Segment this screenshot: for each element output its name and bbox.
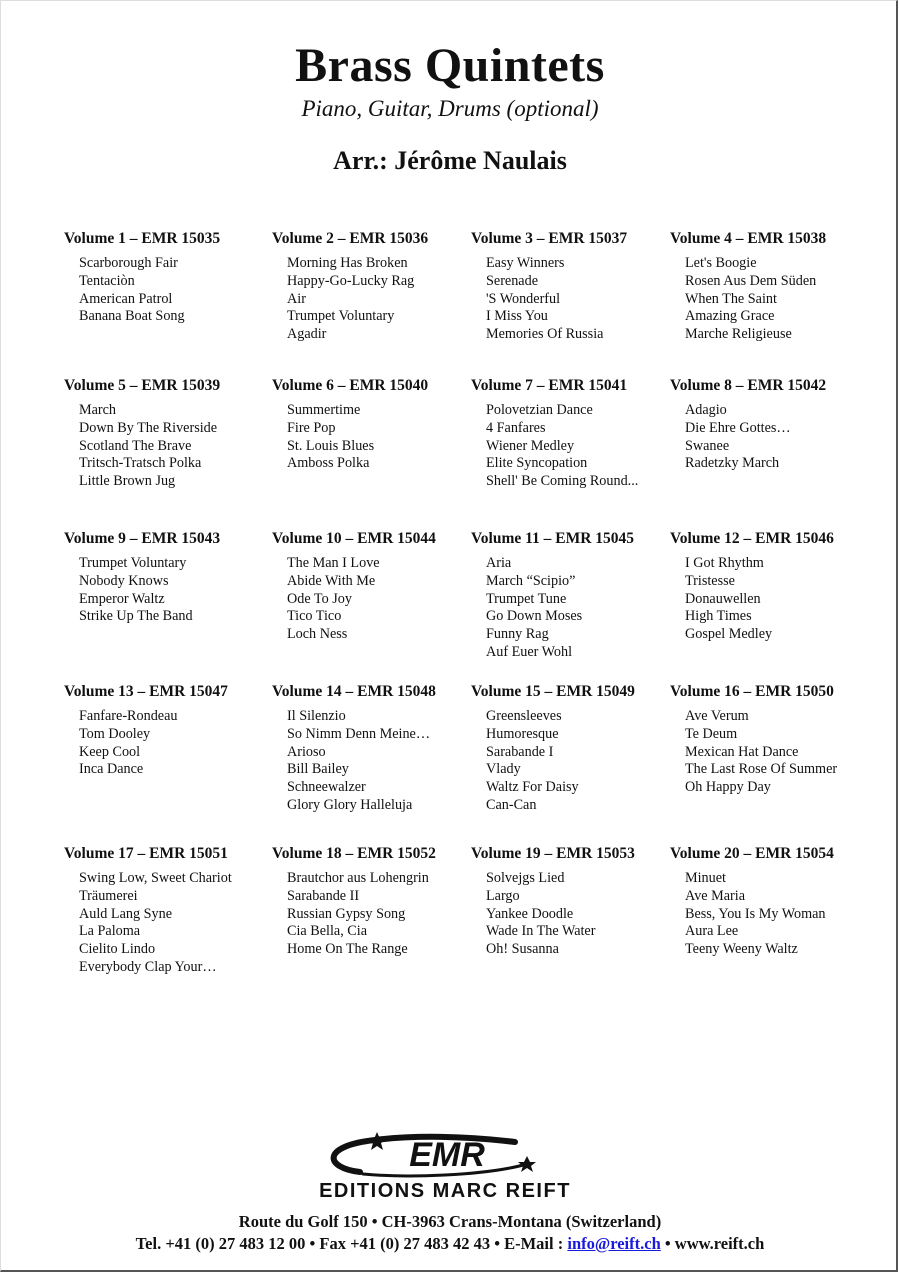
- track-title: Te Deum: [685, 725, 738, 742]
- track-title: Little Brown Jug: [79, 473, 176, 490]
- track-title: Tentaciòn: [79, 272, 135, 289]
- track-title: Agadir: [287, 326, 327, 343]
- track-title: Aura Lee: [685, 923, 739, 940]
- track-title: Easy Winners: [486, 255, 565, 271]
- volume-block: [64, 845, 264, 977]
- emr-logo-icon: [265, 1128, 625, 1180]
- track-title: Largo: [486, 887, 520, 904]
- volume-heading: Volume 13 – EMR 15047: [64, 683, 228, 700]
- track-title: Teeny Weeny Waltz: [685, 941, 798, 958]
- volume-block: [64, 377, 264, 491]
- track-title: Cia Bella, Cia: [287, 923, 367, 940]
- track-title: Scarborough Fair: [79, 255, 178, 271]
- track-title: Russian Gypsy Song: [287, 905, 406, 922]
- track-title: Funny Rag: [486, 626, 549, 643]
- track-title: Oh Happy Day: [685, 779, 771, 796]
- track-title: The Last Rose Of Summer: [685, 761, 838, 778]
- volume-track-list: [272, 870, 472, 959]
- track-title: Ave Maria: [685, 887, 746, 904]
- track-title: Mexican Hat Dance: [685, 743, 799, 760]
- track-title: Polovetzian Dance: [486, 402, 593, 418]
- track-title: Morning Has Broken: [287, 255, 408, 271]
- volume-track-list: [670, 555, 870, 644]
- track-title: Il Silenzio: [287, 708, 346, 724]
- volume-heading: Volume 20 – EMR 15054: [670, 845, 834, 862]
- track-title: Auf Euer Wohl: [486, 643, 573, 660]
- track-title: Träumerei: [79, 887, 138, 904]
- volume-track-list: [272, 255, 472, 344]
- volume-block: [471, 845, 671, 959]
- track-title: Loch Ness: [287, 626, 348, 643]
- track-title: Adagio: [685, 402, 727, 418]
- publisher-contact: [0, 1234, 900, 1254]
- contact-phone-fax: Tel. +41 (0) 27 483 12 00 • Fax +41 (0) 27 483 42 43 • E-Mail :: [135, 1234, 568, 1253]
- volume-track-list: [272, 402, 472, 473]
- track-title: Glory Glory Halleluja: [287, 796, 413, 813]
- page-subtitle: Piano, Guitar, Drums (optional): [301, 96, 599, 121]
- volume-block: [670, 230, 870, 344]
- track-title: La Paloma: [79, 923, 141, 940]
- track-title: American Patrol: [79, 290, 173, 307]
- track-title: Vlady: [486, 761, 521, 778]
- track-title: Sarabande II: [287, 887, 360, 904]
- track-title: The Man I Love: [287, 555, 380, 571]
- volume-block: [272, 530, 472, 644]
- volume-block: [64, 230, 264, 326]
- volume-heading: Volume 11 – EMR 15045: [471, 530, 635, 547]
- track-title: Ode To Joy: [287, 590, 352, 607]
- volume-track-list: [272, 555, 472, 644]
- track-title: Minuet: [685, 870, 726, 886]
- track-title: Fire Pop: [287, 419, 336, 436]
- track-title: Air: [287, 290, 306, 307]
- track-title: Abide With Me: [287, 572, 376, 589]
- track-title: Arioso: [287, 743, 326, 760]
- track-title: Ave Verum: [685, 708, 749, 724]
- track-title: Die Ehre Gottes…: [685, 419, 791, 436]
- volume-heading: Volume 9 – EMR 15043: [64, 530, 221, 547]
- track-title: Swanee: [685, 437, 730, 454]
- track-title: Keep Cool: [79, 743, 141, 760]
- volume-heading: Volume 3 – EMR 15037: [471, 230, 628, 247]
- volume-block: [471, 230, 671, 344]
- contact-website: • www.reift.ch: [660, 1234, 765, 1253]
- volume-block: [670, 530, 870, 644]
- track-title: Trumpet Voluntary: [79, 555, 187, 571]
- volume-heading: Volume 19 – EMR 15053: [471, 845, 635, 862]
- volume-track-list: [670, 708, 870, 797]
- track-title: Scotland The Brave: [79, 437, 192, 454]
- publisher-name: EDITIONS MARC REIFT: [319, 1180, 571, 1202]
- volume-track-list: [670, 255, 870, 344]
- volume-block: [471, 683, 671, 815]
- track-title: Banana Boat Song: [79, 308, 185, 325]
- volume-heading: Volume 4 – EMR 15038: [670, 230, 827, 247]
- volume-track-list: [64, 708, 264, 779]
- track-title: Wade In The Water: [486, 923, 596, 940]
- volume-heading: Volume 8 – EMR 15042: [670, 377, 827, 394]
- volume-heading: Volume 16 – EMR 15050: [670, 683, 834, 700]
- track-title: Swing Low, Sweet Chariot: [79, 870, 232, 886]
- track-title: Happy-Go-Lucky Rag: [287, 272, 415, 289]
- track-title: Down By The Riverside: [79, 419, 218, 436]
- volume-track-list: [64, 555, 264, 626]
- volume-block: [272, 230, 472, 344]
- volume-track-list: [64, 255, 264, 326]
- volume-block: [670, 845, 870, 959]
- track-title: Bess, You Is My Woman: [685, 905, 826, 922]
- track-title: Emperor Waltz: [79, 590, 165, 607]
- track-title: High Times: [685, 608, 752, 625]
- volume-block: [670, 377, 870, 473]
- track-title: Bill Bailey: [287, 761, 349, 778]
- track-title: Strike Up The Band: [79, 608, 193, 625]
- track-title: So Nimm Denn Meine…: [287, 725, 431, 742]
- volume-block: [64, 683, 264, 779]
- track-title: Trumpet Voluntary: [287, 308, 395, 325]
- track-title: Gospel Medley: [685, 626, 773, 643]
- volume-track-list: [471, 255, 671, 344]
- volume-track-list: [471, 402, 671, 491]
- track-title: Tritsch-Tratsch Polka: [79, 455, 202, 472]
- volume-block: [471, 377, 671, 491]
- track-title: Radetzky March: [685, 455, 780, 472]
- track-title: Everybody Clap Your…: [79, 958, 217, 975]
- volume-block: [471, 530, 671, 662]
- track-title: Oh! Susanna: [486, 941, 559, 958]
- track-title: Greensleeves: [486, 708, 562, 724]
- volume-block: [64, 530, 264, 626]
- track-title: 'S Wonderful: [486, 290, 561, 307]
- volume-heading: Volume 12 – EMR 15046: [670, 530, 834, 547]
- volume-track-list: [64, 870, 264, 977]
- track-title: Yankee Doodle: [486, 905, 574, 922]
- track-title: Solvejgs Lied: [486, 870, 565, 886]
- track-title: Elite Syncopation: [486, 455, 588, 472]
- arranger-credit: Arr.: Jérôme Naulais: [333, 146, 567, 175]
- track-title: Fanfare-Rondeau: [79, 708, 178, 724]
- volume-heading: Volume 6 – EMR 15040: [272, 377, 429, 394]
- volume-track-list: [471, 555, 671, 662]
- volume-block: [272, 683, 472, 815]
- track-title: Inca Dance: [79, 761, 144, 778]
- track-title: Aria: [486, 555, 512, 571]
- volume-track-list: [272, 708, 472, 815]
- volume-track-list: [670, 870, 870, 959]
- track-title: Go Down Moses: [486, 608, 583, 625]
- track-title: Serenade: [486, 272, 538, 289]
- page-title: Brass Quintets: [295, 39, 605, 92]
- volume-heading: Volume 1 – EMR 15035: [64, 230, 221, 247]
- track-title: Auld Lang Syne: [79, 905, 172, 922]
- track-title: Sarabande I: [486, 743, 554, 760]
- volume-heading: Volume 18 – EMR 15052: [272, 845, 436, 862]
- volume-block: [670, 683, 870, 797]
- emr-logo: [265, 1128, 625, 1208]
- volume-track-list: [471, 708, 671, 815]
- track-title: 4 Fanfares: [486, 419, 546, 436]
- volume-heading: Volume 17 – EMR 15051: [64, 845, 228, 862]
- track-title: Marche Religieuse: [685, 326, 792, 343]
- track-title: Waltz For Daisy: [486, 779, 579, 796]
- track-title: Amazing Grace: [685, 308, 775, 325]
- volume-heading: Volume 10 – EMR 15044: [272, 530, 436, 547]
- track-title: Summertime: [287, 402, 361, 418]
- track-title: Donauwellen: [685, 590, 761, 607]
- track-title: Home On The Range: [287, 941, 408, 958]
- track-title: March: [79, 402, 117, 418]
- track-title: March “Scipio”: [486, 572, 576, 589]
- volume-heading: Volume 15 – EMR 15049: [471, 683, 635, 700]
- volume-heading: Volume 14 – EMR 15048: [272, 683, 436, 700]
- volume-heading: Volume 2 – EMR 15036: [272, 230, 429, 247]
- track-title: Humoresque: [486, 725, 559, 742]
- track-title: Shell' Be Coming Round...: [486, 473, 639, 490]
- track-title: Let's Boogie: [685, 255, 757, 271]
- volume-track-list: [471, 870, 671, 959]
- track-title: Nobody Knows: [79, 572, 169, 589]
- track-title: Cielito Lindo: [79, 941, 156, 958]
- track-title: Tom Dooley: [79, 725, 151, 742]
- volume-heading: Volume 7 – EMR 15041: [471, 377, 628, 394]
- volume-heading: Volume 5 – EMR 15039: [64, 377, 221, 394]
- publisher-address: Route du Golf 150 • CH-3963 Crans-Montana (Switzerland): [238, 1212, 662, 1231]
- track-title: Schneewalzer: [287, 779, 366, 796]
- volume-track-list: [64, 402, 264, 491]
- track-title: Amboss Polka: [287, 455, 370, 472]
- track-title: Brautchor aus Lohengrin: [287, 870, 429, 886]
- track-title: I Miss You: [486, 308, 548, 325]
- track-title: Rosen Aus Dem Süden: [685, 272, 817, 289]
- track-title: Tristesse: [685, 572, 735, 589]
- email-link[interactable]: info@reift.ch: [567, 1234, 661, 1253]
- logo-mark-text: EMR: [409, 1136, 485, 1174]
- track-title: I Got Rhythm: [685, 555, 764, 571]
- track-title: Tico Tico: [287, 608, 342, 625]
- track-title: Can-Can: [486, 796, 537, 813]
- track-title: Wiener Medley: [486, 437, 575, 454]
- track-title: When The Saint: [685, 290, 777, 307]
- track-title: St. Louis Blues: [287, 437, 375, 454]
- volume-track-list: [670, 402, 870, 473]
- volume-block: [272, 845, 472, 959]
- track-title: Trumpet Tune: [486, 590, 567, 607]
- volume-block: [272, 377, 472, 473]
- track-title: Memories Of Russia: [486, 326, 604, 343]
